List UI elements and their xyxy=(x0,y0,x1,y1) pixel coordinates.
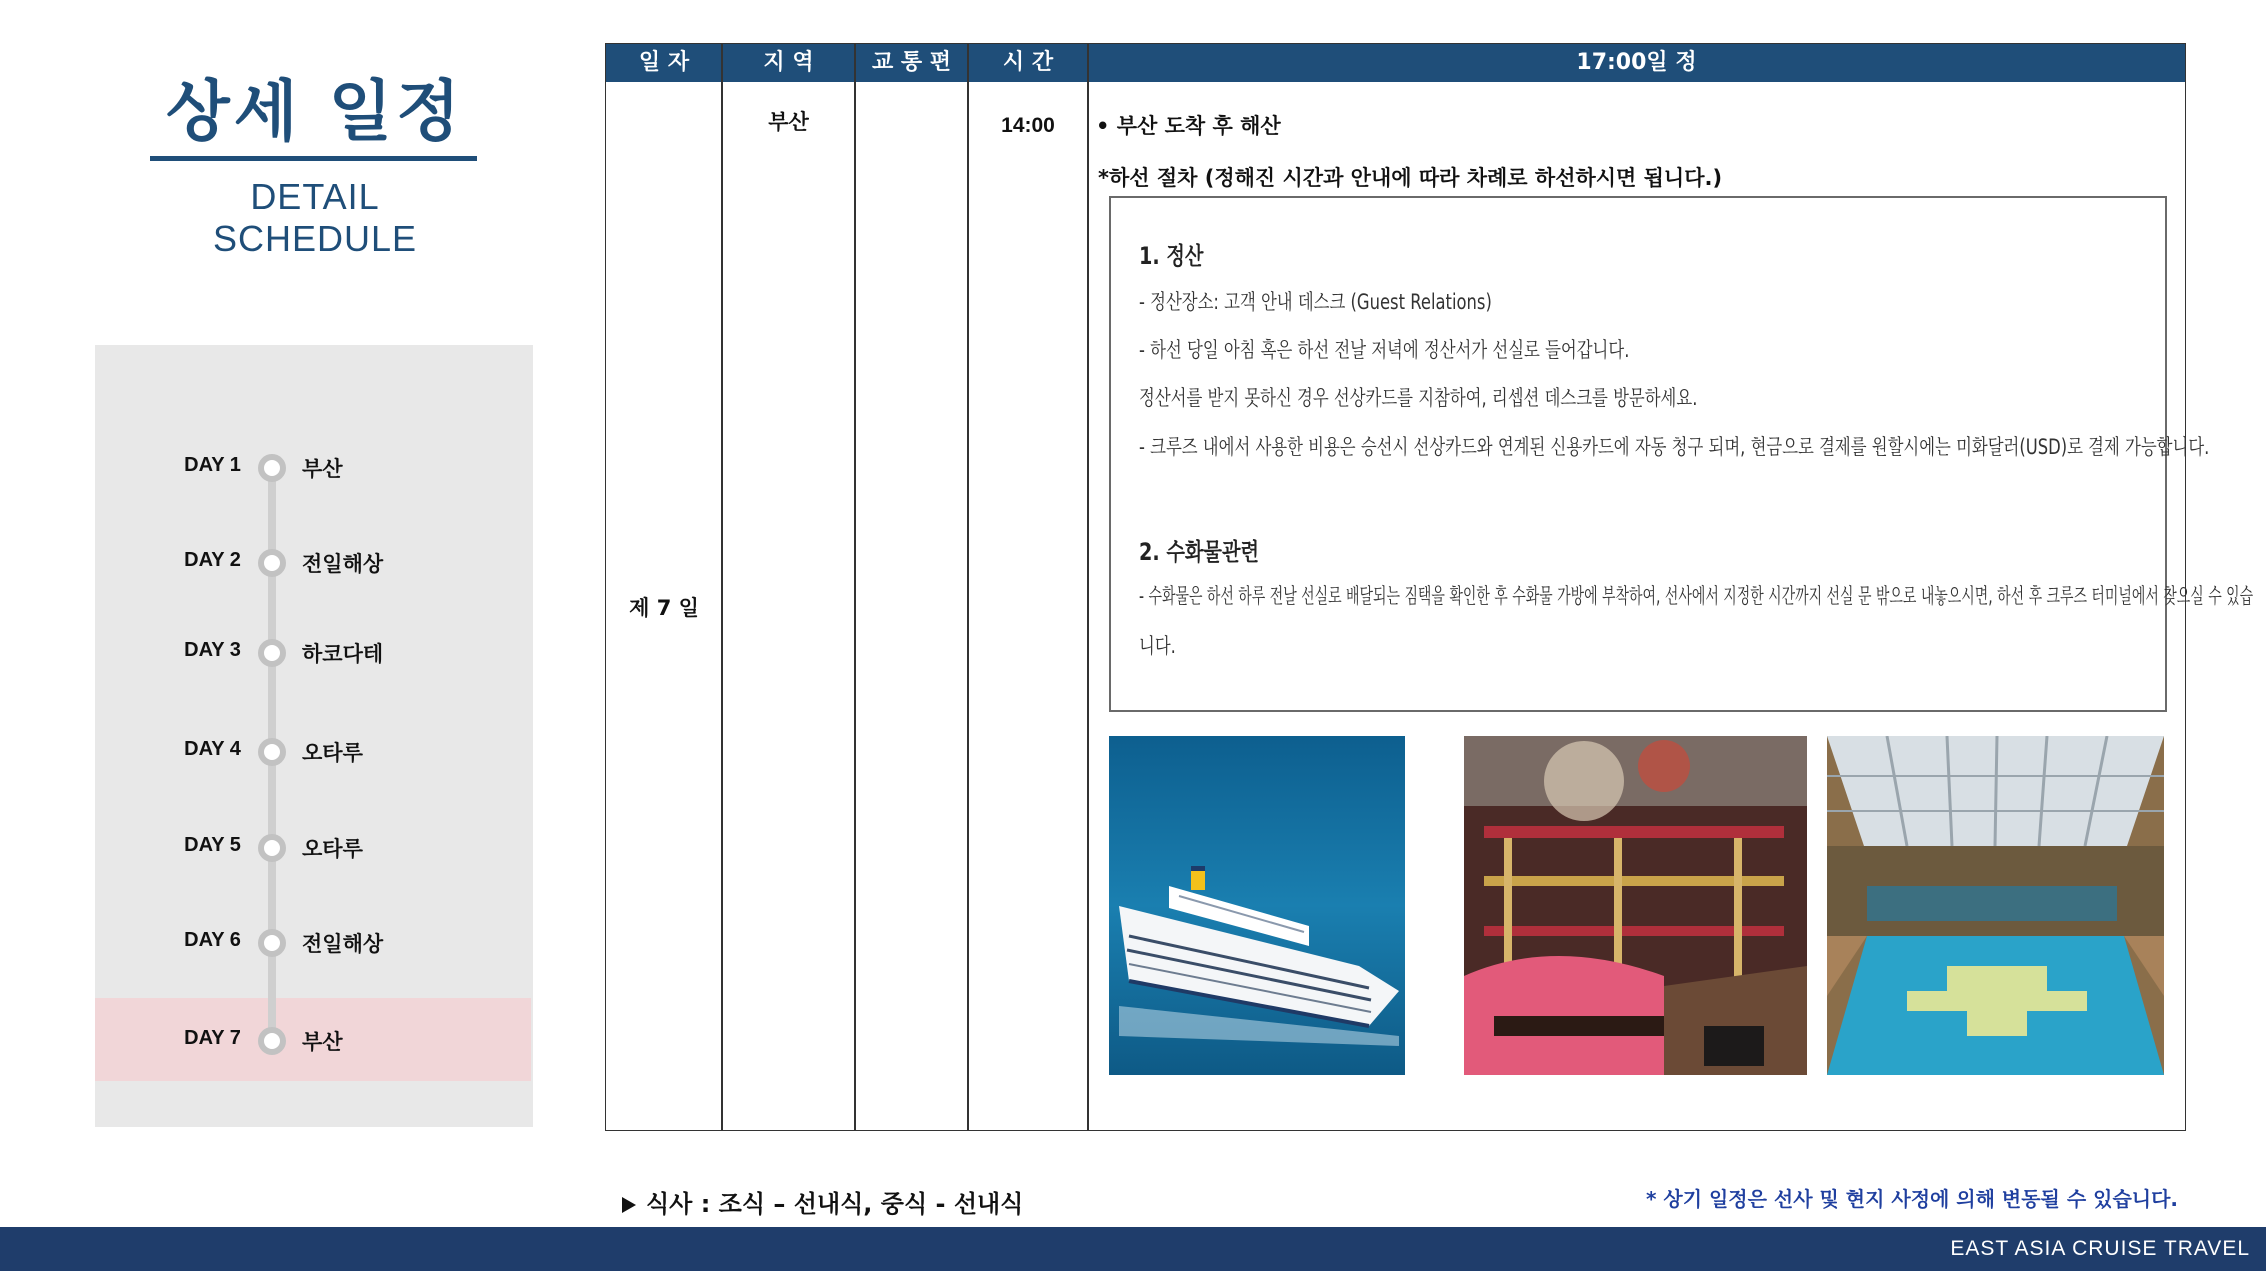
day-label: DAY 1 xyxy=(184,454,241,476)
header-region: 지 역 xyxy=(763,50,814,75)
timeline-dot-icon xyxy=(258,834,286,862)
timeline-day-2[interactable] xyxy=(95,543,533,583)
atrium-photo xyxy=(1464,736,1807,1075)
timeline-day-4[interactable] xyxy=(95,732,533,772)
notice-line: 정산서를 받지 못하신 경우 선상카드를 지참하여, 리셉션 데스크를 방문하세요. xyxy=(1139,386,1698,410)
day-label: DAY 3 xyxy=(184,639,241,661)
timeline-dot-icon xyxy=(258,549,286,577)
page-subtitle: DETAIL SCHEDULE xyxy=(212,176,418,259)
header-time: 시 간 xyxy=(1002,50,1054,75)
column-divider xyxy=(967,44,969,1130)
notice-line: - 수화물은 하선 하루 전날 선실로 배달되는 짐택을 확인한 후 수화물 가방에 부착하여, 선사에서 지정한 시간까지 선실 문 밖으로 내놓으시면, 하선 후 크루즈 터미널에서 찾으실 수 있습 xyxy=(1139,584,2254,608)
brand-name: EAST ASIA CRUISE TRAVEL xyxy=(1950,1237,2250,1260)
day-place: 오타루 xyxy=(302,741,363,765)
notice-line: 니다. xyxy=(1139,634,1176,658)
timeline-dot-icon xyxy=(258,929,286,957)
schedule-bullet: • 부산 도착 후 해산 xyxy=(1096,114,1281,138)
time-cell: 14:00 xyxy=(1001,114,1055,137)
timeline-day-5[interactable] xyxy=(95,828,533,868)
timeline-day-1[interactable] xyxy=(95,448,533,488)
header-schedule: 17:00일 정 xyxy=(1576,50,1697,75)
day-label: DAY 6 xyxy=(184,929,241,951)
footer-bar xyxy=(0,1227,2266,1271)
notice-line: - 정산장소: 고객 안내 데스크 (Guest Relations) xyxy=(1139,290,1492,314)
day-place: 전일해상 xyxy=(302,552,384,576)
day-cell: 제 7 일 xyxy=(629,596,699,620)
notice-line: - 하선 당일 아침 혹은 하선 전날 저녁에 정산서가 선실로 들어갑니다. xyxy=(1139,338,1630,362)
day-place: 전일해상 xyxy=(302,932,384,956)
day-place: 하코다테 xyxy=(302,642,384,666)
day-place: 오타루 xyxy=(302,837,363,861)
timeline-day-6[interactable] xyxy=(95,923,533,963)
column-divider xyxy=(854,44,856,1130)
notice-section-title: 2. 수화물관련 xyxy=(1139,538,1260,566)
schedule-table xyxy=(605,43,2254,1131)
page-title: 상세 일정 xyxy=(165,73,464,150)
cruise-ship-photo xyxy=(1109,736,1405,1075)
timeline-day-3[interactable] xyxy=(95,633,533,673)
meal-text: 식사 : 조식 – 선내식, 중식 - 선내식 xyxy=(646,1190,1024,1218)
disembarkation-notice xyxy=(1109,196,2254,712)
pool-deck-photo xyxy=(1827,736,2164,1075)
timeline-dot-icon xyxy=(258,1027,286,1055)
day-label: DAY 2 xyxy=(184,549,241,571)
day-place: 부산 xyxy=(302,457,343,481)
day-label: DAY 5 xyxy=(184,834,241,856)
header-date: 일 자 xyxy=(638,50,690,75)
notice-section-title: 1. 정산 xyxy=(1139,242,1204,270)
column-divider xyxy=(1087,44,1089,1130)
day-place: 부산 xyxy=(302,1030,343,1054)
timeline-dot-icon xyxy=(258,454,286,482)
timeline-dot-icon xyxy=(258,639,286,667)
header-transport: 교 통 편 xyxy=(871,50,952,75)
disembark-note: *하선 절차 (정해진 시간과 안내에 따라 차례로 하선하시면 됩니다.) xyxy=(1098,166,1723,190)
timeline-day-7[interactable] xyxy=(95,1021,533,1061)
table-header xyxy=(606,44,2185,82)
region-cell: 부산 xyxy=(768,110,809,134)
schedule-disclaimer: * 상기 일정은 선사 및 현지 사정에 의해 변동될 수 있습니다. xyxy=(1645,1187,2178,1211)
title-divider xyxy=(150,156,477,161)
column-divider xyxy=(721,44,723,1130)
meal-info xyxy=(622,1184,1023,1219)
day-label: DAY 7 xyxy=(184,1027,241,1049)
day-timeline-panel xyxy=(95,345,533,1127)
notice-line: - 크루즈 내에서 사용한 비용은 승선시 선상카드와 연계된 신용카드에 자동 청구 되며, 현금으로 결제를 원할시에는 미화달러(USD)로 결제 가능합니다. xyxy=(1139,435,2210,459)
timeline-dot-icon xyxy=(258,738,286,766)
triangle-right-icon xyxy=(622,1197,636,1213)
day-label: DAY 4 xyxy=(184,738,241,760)
